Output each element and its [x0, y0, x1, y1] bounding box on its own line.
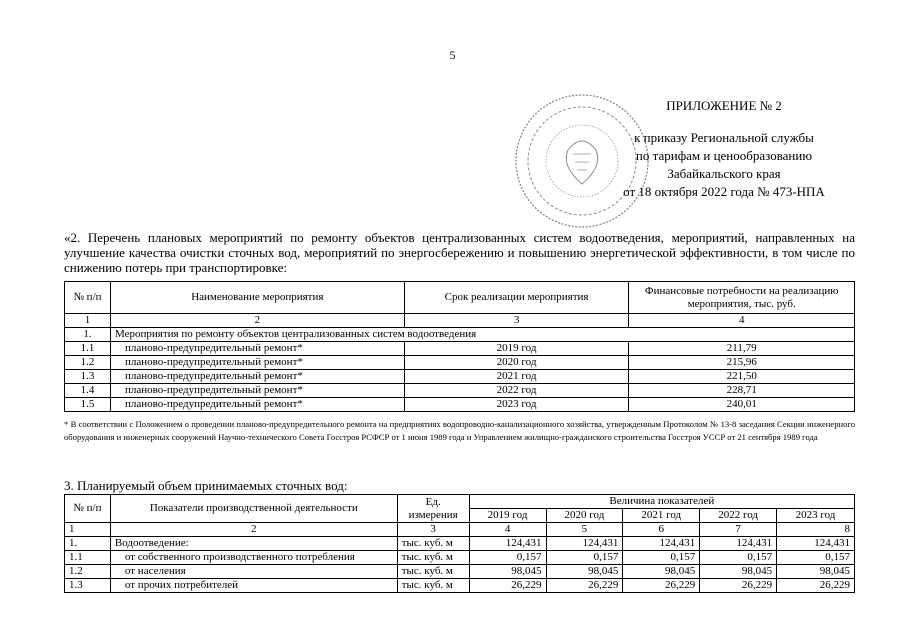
table-cell: тыс. куб. м — [397, 565, 469, 579]
table-cell: 0,157 — [546, 551, 623, 565]
table-cell: 4 — [469, 523, 546, 537]
table-cell: 1.5 — [65, 398, 111, 412]
table-cell: 0,157 — [623, 551, 700, 565]
table-row — [65, 342, 855, 356]
table-cell: 1.1 — [65, 342, 111, 356]
table-row — [65, 370, 855, 384]
table-cell: 1.2 — [65, 565, 111, 579]
table-cell: 98,045 — [777, 565, 855, 579]
table-cell: 124,431 — [700, 537, 777, 551]
table-cell: планово-предупредительный ремонт* — [110, 398, 404, 412]
table-cell: 2 — [110, 523, 397, 537]
table-cell: 2019 год — [404, 342, 629, 356]
header-name: Наименование мероприятия — [110, 282, 404, 314]
table-cell: 26,229 — [469, 579, 546, 593]
table-cell: Мероприятия по ремонту объектов централизованных систем водоотведения — [110, 328, 854, 342]
table-cell: 7 — [700, 523, 777, 537]
header-num: № п/п — [65, 495, 111, 523]
wastewater-volume-table — [64, 494, 855, 593]
table-cell: 3 — [397, 523, 469, 537]
section-2-title: 3. Планируемый объем принимаемых сточных вод: — [64, 478, 348, 493]
table-cell: тыс. куб. м — [397, 579, 469, 593]
repair-measures-table — [64, 281, 855, 412]
appendix-heading: ПРИЛОЖЕНИЕ № 2 — [666, 98, 782, 113]
table-cell: от прочих потребителей — [110, 579, 397, 593]
table-row — [65, 537, 855, 551]
table-cell: 2 — [110, 314, 404, 328]
appendix-line: к приказу Региональной службы — [634, 130, 814, 145]
table-cell: 1. — [65, 328, 111, 342]
table-cell: 2022 год — [404, 384, 629, 398]
table-cell: 228,71 — [629, 384, 855, 398]
table-cell: от собственного производственного потребления — [110, 551, 397, 565]
table-cell: 1.4 — [65, 384, 111, 398]
table-cell: планово-предупредительный ремонт* — [110, 370, 404, 384]
header-year: 2022 год — [700, 509, 777, 523]
table-cell: 0,157 — [777, 551, 855, 565]
page-number: 5 — [449, 48, 456, 62]
header-year: 2019 год — [469, 509, 546, 523]
table-cell: 5 — [546, 523, 623, 537]
footnote: * В соответствии с Положением о проведении планово-предупредительного ремонта на предприятиях водопроводно-канализационного хозяйства, утвержденным Протоколом № 13-8 заседания Секции инженерного оборудования и инженерных сооружений Научно-технического Совета Госстроя РСФСР от 1 июня 1989 года и Управлением жилищно-гражданского строительства Госстроя УССР от 21 сентября 1989 года — [64, 419, 855, 442]
header-num: № п/п — [65, 282, 111, 314]
table-cell: 98,045 — [469, 565, 546, 579]
table-cell: 221,50 — [629, 370, 855, 384]
table-cell: 124,431 — [623, 537, 700, 551]
table-cell: 240,01 — [629, 398, 855, 412]
table-cell: планово-предупредительный ремонт* — [110, 384, 404, 398]
table-cell: 26,229 — [623, 579, 700, 593]
header-values: Величина показателей — [469, 495, 854, 509]
table-row — [65, 565, 855, 579]
table-cell: 124,431 — [469, 537, 546, 551]
table-group-row — [65, 328, 855, 342]
table-cell: 1 — [65, 523, 111, 537]
table-cell: 26,229 — [546, 579, 623, 593]
table-cell: 1.1 — [65, 551, 111, 565]
table-row — [65, 398, 855, 412]
table-row — [65, 356, 855, 370]
table-cell: 0,157 — [469, 551, 546, 565]
section-1-title: «2. Перечень плановых мероприятий по ремонту объектов централизованных систем водоотведения, мероприятий, направленных на улучшение качества очистки сточных вод, мероприятий по энергосбережению и повышению энергетической эффективности, в том числе по снижению потерь при транспортировке: — [64, 230, 855, 275]
table-cell: 211,79 — [629, 342, 855, 356]
table-header-numbers-row — [65, 523, 855, 537]
header-year: 2020 год — [546, 509, 623, 523]
appendix-line: Забайкальского края — [667, 166, 781, 181]
table-cell: планово-предупредительный ремонт* — [110, 356, 404, 370]
header-year: 2023 год — [777, 509, 855, 523]
table-cell: 4 — [629, 314, 855, 328]
table-cell: 3 — [404, 314, 629, 328]
table-row — [65, 579, 855, 593]
table-cell: 124,431 — [777, 537, 855, 551]
table-cell: 98,045 — [546, 565, 623, 579]
appendix-line: по тарифам и ценообразованию — [635, 148, 813, 163]
table-row — [65, 551, 855, 565]
table-cell: 215,96 — [629, 356, 855, 370]
table-header-row — [65, 495, 855, 509]
table-cell: планово-предупредительный ремонт* — [110, 342, 404, 356]
table-cell: 2021 год — [404, 370, 629, 384]
header-indicator: Показатели производственной деятельности — [110, 495, 397, 523]
table-cell: 1.3 — [65, 579, 111, 593]
header-term: Срок реализации мероприятия — [404, 282, 629, 314]
table-cell: 6 — [623, 523, 700, 537]
table-cell: 26,229 — [700, 579, 777, 593]
table-header-numbers-row — [65, 314, 855, 328]
table-cell: 1.2 — [65, 356, 111, 370]
table-cell: 2023 год — [404, 398, 629, 412]
table-cell: 2020 год — [404, 356, 629, 370]
table-cell: 26,229 — [777, 579, 855, 593]
table-cell: тыс. куб. м — [397, 551, 469, 565]
table-row — [65, 384, 855, 398]
header-year: 2021 год — [623, 509, 700, 523]
table-cell: 124,431 — [546, 537, 623, 551]
table-cell: тыс. куб. м — [397, 537, 469, 551]
table-cell: Водоотведение: — [110, 537, 397, 551]
table-cell: 98,045 — [700, 565, 777, 579]
table-cell: 8 — [777, 523, 855, 537]
table-cell: 1 — [65, 314, 111, 328]
table-cell: от населения — [110, 565, 397, 579]
table-cell: 1. — [65, 537, 111, 551]
table-cell: 98,045 — [623, 565, 700, 579]
header-finance: Финансовые потребности на реализацию мероприятия, тыс. руб. — [629, 282, 855, 314]
appendix-block — [600, 97, 848, 201]
header-unit: Ед. измерения — [397, 495, 469, 523]
appendix-line: от 18 октября 2022 года № 473-НПА — [623, 184, 825, 199]
table-header-row — [65, 282, 855, 314]
table-cell: 1.3 — [65, 370, 111, 384]
table-cell: 0,157 — [700, 551, 777, 565]
